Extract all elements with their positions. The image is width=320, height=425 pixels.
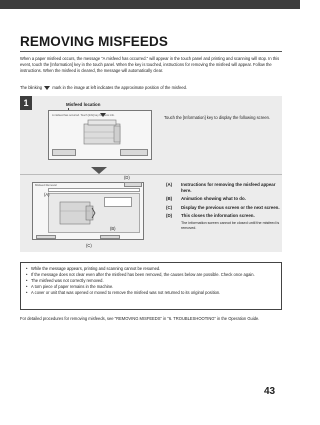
blink-note bbox=[20, 85, 282, 91]
legend-text: Animation showing what to do. bbox=[181, 196, 246, 202]
step-number: 1 bbox=[20, 96, 32, 110]
legend-label: (D) bbox=[166, 213, 173, 219]
legend-list bbox=[166, 182, 280, 233]
legend-item bbox=[166, 182, 280, 194]
note-item: • The misfeed was not correctly removed. bbox=[26, 278, 276, 284]
callout-c: (C) bbox=[86, 243, 92, 248]
title-underline bbox=[20, 51, 282, 52]
legend-label: (C) bbox=[166, 204, 173, 210]
header-bar bbox=[0, 0, 300, 9]
callout-b: (B) bbox=[110, 226, 116, 231]
page-number: 43 bbox=[264, 386, 276, 397]
blink-note-suffix: mark in the image at left indicates the approximate position of the misfeed. bbox=[52, 85, 188, 90]
misfeed-message: A misfeed has occurred. Touch [Info] key for more info. bbox=[52, 114, 115, 117]
notes-box bbox=[20, 262, 282, 310]
info-screen-title: Misfeed Removal bbox=[35, 183, 57, 187]
animation-machine-icon bbox=[56, 196, 96, 228]
legend-text: This closes the information screen. bbox=[181, 213, 255, 219]
legend-subtext: The information screen cannot be closed until the misfeed is removed. bbox=[181, 220, 280, 230]
page-title: REMOVING MISFEEDS bbox=[20, 34, 168, 49]
instruction-bar bbox=[48, 188, 140, 192]
down-arrow-icon bbox=[91, 167, 107, 174]
legend-item bbox=[166, 205, 280, 211]
next-screen-button[interactable] bbox=[100, 235, 120, 239]
panel-button[interactable] bbox=[120, 149, 148, 156]
legend-text: Instructions for removing the misfeed appear here. bbox=[181, 182, 276, 193]
intro-paragraph: When a paper misfeed occurs, the message "A misfeed has occurred." will appear in the touch panel and printing and scanning will stop. In this event, touch the [Information] key in the touch panel. When the key is touched, instructions for removing the misfeed will appear. Follow the instructions. When the misfeed is cleared, the message will automatically clear. bbox=[20, 56, 280, 73]
blink-note-prefix: The blinking bbox=[20, 85, 43, 90]
footer-note: For detailed procedures for removing misfeeds, see "REMOVING MISFEEDS" in "6. TROUBLESHOOTING" in the Operation Guide. bbox=[20, 316, 260, 321]
previous-screen-button[interactable] bbox=[36, 235, 56, 239]
legend-label: (B) bbox=[166, 196, 173, 202]
legend-text: Display the previous screen or the next screen. bbox=[181, 204, 280, 210]
step-divider bbox=[20, 174, 282, 175]
note-item: • A torn piece of paper remains in the machine. bbox=[26, 284, 276, 290]
blinking-mark-icon bbox=[100, 113, 106, 117]
note-item: • If the message does not clear even after the misfeed has been removed, the causes below are possible. Check once again. bbox=[26, 272, 276, 278]
note-item: • While the message appears, printing and scanning cannot be resumed. bbox=[26, 266, 276, 272]
misfeed-location-label: Misfeed location bbox=[66, 102, 101, 107]
machine-illustration-icon bbox=[80, 118, 124, 146]
callout-a: (A) bbox=[44, 192, 50, 197]
close-button[interactable] bbox=[124, 182, 142, 187]
legend-label: (A) bbox=[166, 182, 173, 187]
side-panel bbox=[104, 197, 132, 207]
note-item: • A cover or unit that was opened or moved to remove the misfeed was not returned to its original position. bbox=[26, 290, 276, 296]
misfeed-mark-icon bbox=[44, 86, 50, 90]
step-instruction: Touch the [Information] key to display the following screen. bbox=[164, 115, 271, 120]
information-key[interactable] bbox=[52, 149, 76, 156]
legend-item bbox=[166, 196, 280, 202]
legend-item bbox=[166, 213, 280, 219]
callout-d: (D) bbox=[124, 175, 130, 180]
